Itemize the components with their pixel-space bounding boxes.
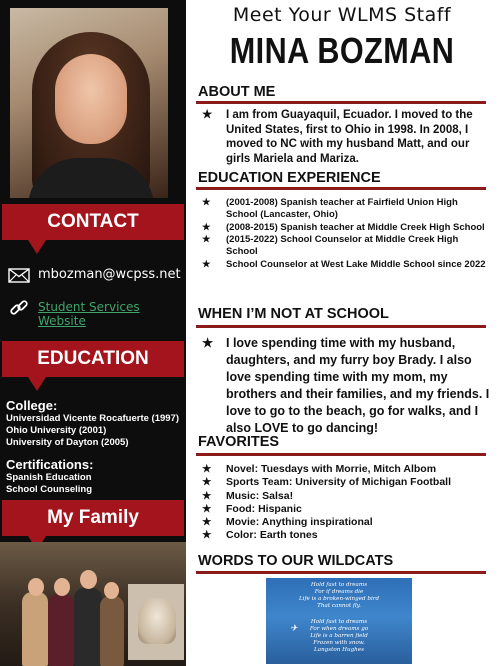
favorite-text: Music: Salsa! <box>226 489 294 502</box>
star-icon: ★ <box>202 529 212 542</box>
family-member <box>22 592 48 666</box>
education-experience-item <box>202 222 490 234</box>
college-item: Universidad Vicente Rocafuerte (1997) <box>6 413 180 424</box>
about-item <box>202 108 490 166</box>
poem-line: That cannot fly. <box>317 603 361 609</box>
profile-photo-face <box>55 54 127 144</box>
education-experience-text: School Counselor at West Lake Middle School since 2022 <box>226 258 486 270</box>
family-label: My Family <box>47 507 139 528</box>
certification-item: School Counseling <box>6 484 93 495</box>
sidebar <box>0 0 186 666</box>
website-link-row[interactable] <box>8 300 140 328</box>
favorites-heading: FAVORITES <box>198 434 280 450</box>
favorite-item <box>202 516 490 529</box>
star-icon: ★ <box>202 502 212 515</box>
words-heading: WORDS TO OUR WILDCATS <box>198 553 394 569</box>
favorite-text: Novel: Tuesdays with Morrie, Mitch Albom <box>226 463 437 475</box>
bird-icon: ✈ <box>290 624 298 634</box>
college-item: Ohio University (2001) <box>6 425 107 436</box>
student-services-link[interactable] <box>38 300 140 328</box>
education-experience-list <box>202 197 490 271</box>
section-divider <box>196 187 486 190</box>
star-icon: ★ <box>202 489 212 502</box>
page-title: MINA BOZMAN <box>229 30 455 71</box>
email-row[interactable] <box>8 267 181 283</box>
education-experience-item <box>202 234 490 258</box>
link-text-line1[interactable]: Student Services <box>38 300 140 314</box>
contact-label: CONTACT <box>47 211 139 232</box>
dog-photo <box>128 584 184 660</box>
not-at-school-item <box>202 335 490 437</box>
education-label: EDUCATION <box>37 348 149 369</box>
link-icon <box>8 300 30 316</box>
dog <box>138 598 176 644</box>
poem-author: Langston Hughes <box>314 647 364 653</box>
favorite-item <box>202 476 490 489</box>
profile-photo <box>10 8 168 198</box>
family-member-head <box>28 578 44 596</box>
education-experience-heading: EDUCATION EXPERIENCE <box>198 170 381 186</box>
favorite-item <box>202 463 490 476</box>
education-experience-text: (2001-2008) Spanish teacher at Fairfield Union High School (Lancaster, Ohio) <box>226 197 458 220</box>
poem-spacer <box>266 610 412 619</box>
star-icon: ★ <box>202 476 212 489</box>
favorite-text: Sports Team: University of Michigan Football <box>226 476 451 489</box>
about-text: I am from Guayaquil, Ecuador. I moved to the United States, first to Ohio in 1998. In 2008, I moved to NC with my husband Matt, and our girls Mariela and Mariza. <box>226 109 473 165</box>
email-address[interactable]: mbozman@wcpss.net <box>38 267 181 282</box>
certifications-heading: Certifications: <box>6 457 94 472</box>
favorite-text: Movie: Anything inspirational <box>226 516 373 529</box>
poem-line: For if dreams die <box>314 589 364 595</box>
banner-pointer <box>28 240 46 254</box>
main-content <box>192 0 496 666</box>
poem-line: Hold fast to dreams <box>310 619 368 625</box>
star-icon: ★ <box>202 109 213 121</box>
college-item: University of Dayton (2005) <box>6 437 129 448</box>
family-member <box>48 594 74 666</box>
about-list <box>202 108 490 166</box>
section-divider <box>196 325 486 328</box>
not-at-school-heading: WHEN I’M NOT AT SCHOOL <box>198 306 389 322</box>
section-divider <box>196 571 486 574</box>
education-experience-text: (2008-2015) Spanish teacher at Middle Creek High School <box>226 221 485 233</box>
education-experience-item <box>202 197 490 221</box>
favorites-list <box>202 463 490 543</box>
favorite-text: Color: Earth tones <box>226 529 318 542</box>
education-experience-text: (2015-2022) School Counselor at Middle Creek High School <box>226 234 459 258</box>
certification-item: Spanish Education <box>6 472 92 483</box>
education-banner <box>2 341 184 377</box>
star-icon: ★ <box>202 463 212 475</box>
college-heading: College: <box>6 398 58 413</box>
star-icon: ★ <box>202 221 211 233</box>
star-icon: ★ <box>202 336 214 350</box>
poem-line: For when dreams go <box>309 626 369 632</box>
family-member <box>100 596 124 666</box>
not-at-school-text: I love spending time with my husband, daughters, and my furry boy Brady. I also love spending time with my mom, my brothers and their families, and my friends. I love to go to the beach, go for walks, and I also LOVE to go dancing! <box>226 336 490 435</box>
family-member-head <box>80 570 97 589</box>
page-subtitle: Meet Your WLMS Staff <box>232 4 452 26</box>
poem-image <box>266 578 412 664</box>
star-icon: ★ <box>202 258 211 270</box>
favorite-item <box>202 529 490 542</box>
star-icon: ★ <box>202 234 211 246</box>
family-member-head <box>104 582 119 599</box>
favorite-text: Food: Hispanic <box>226 502 302 515</box>
favorite-item <box>202 503 490 516</box>
poem-line: Frozen with snow. <box>313 640 365 646</box>
banner-pointer <box>28 377 46 391</box>
star-icon: ★ <box>202 197 211 208</box>
section-divider <box>196 453 486 456</box>
not-at-school-list <box>202 335 490 437</box>
contact-banner <box>2 204 184 240</box>
poem-line: Life is a barren field <box>310 633 368 639</box>
family-member-head <box>54 578 70 596</box>
poem-line: Hold fast to dreams <box>310 582 368 588</box>
about-heading: ABOUT ME <box>198 84 276 100</box>
education-experience-item <box>202 259 490 271</box>
envelope-icon <box>8 267 30 283</box>
education-summary <box>6 398 184 496</box>
favorite-item <box>202 490 490 503</box>
section-divider <box>196 101 486 104</box>
link-text-line2[interactable]: Website <box>38 314 86 328</box>
poem-line: Life is a broken-winged bird <box>298 596 380 602</box>
star-icon: ★ <box>202 516 212 529</box>
family-banner <box>2 500 184 536</box>
family-member <box>74 588 102 666</box>
